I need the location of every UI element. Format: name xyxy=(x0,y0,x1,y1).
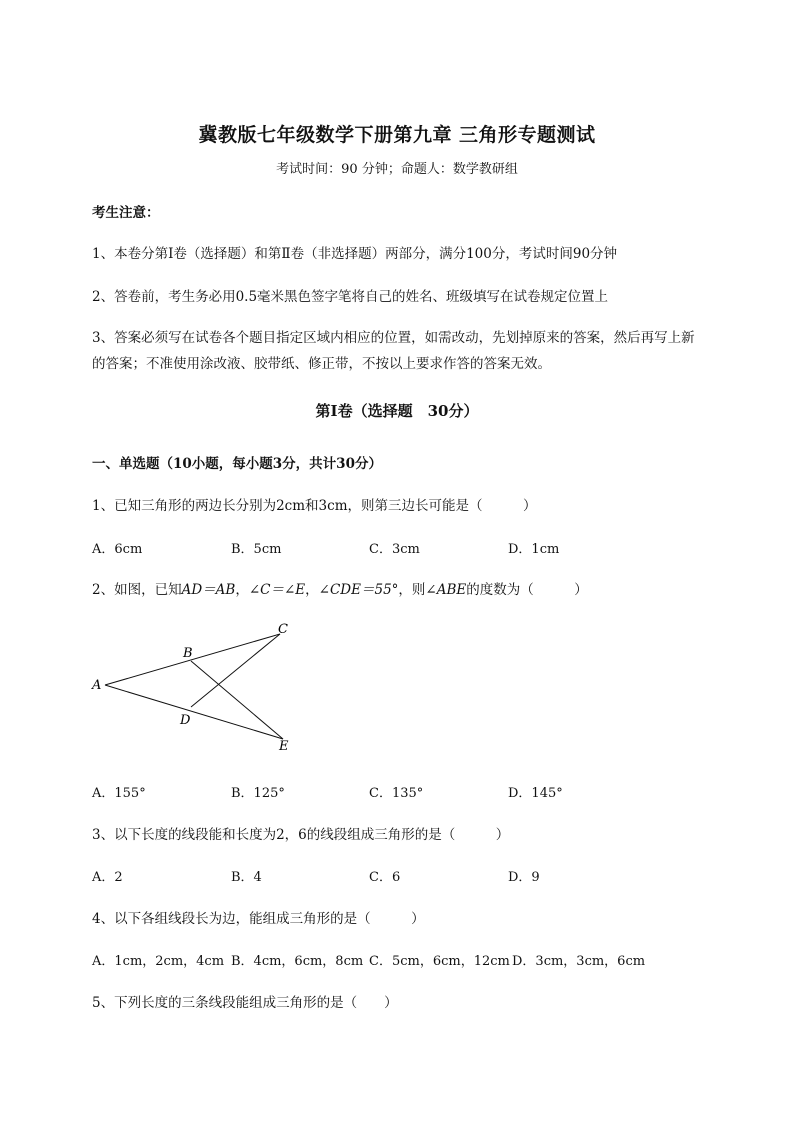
question-2-option-a: A．155° xyxy=(92,786,146,801)
point-label-a: A xyxy=(92,678,102,693)
question-3-option-d: D．9 xyxy=(508,870,540,885)
question-4-option-d: D．3cm，3cm，6cm xyxy=(512,954,646,969)
question-1-option-c: C．3cm xyxy=(369,542,420,557)
question-2-stem xyxy=(92,578,588,598)
point-label-e: E xyxy=(279,739,289,754)
question-3-option-b: B．4 xyxy=(231,870,262,885)
question-2-stem-prefix: 2、如图，已知 xyxy=(92,582,182,598)
question-2-stem-suffix: 的度数为（ ） xyxy=(466,582,588,598)
notice-item-1: 1、本卷分第Ⅰ卷（选择题）和第Ⅱ卷（非选择题）两部分，满分100分，考试时间90分钟 xyxy=(92,246,618,262)
question-4-option-c: C．5cm，6cm，12cm xyxy=(369,954,510,969)
question-2-sep-2: ， xyxy=(305,582,319,598)
point-label-c: C xyxy=(278,622,288,637)
segment-be xyxy=(191,661,283,739)
notice-item-2: 2、答卷前，考生务必用0.5毫米黑色签字笔将自己的姓名、班级填写在试卷规定位置上 xyxy=(92,289,609,305)
question-2-stem-mid: ，则 xyxy=(398,582,426,598)
point-label-d: D xyxy=(180,713,191,728)
question-2-math-angle-abe: ∠ABE xyxy=(425,582,467,598)
question-1-option-d: D．1cm xyxy=(508,542,560,557)
question-4-option-b: B．4cm，6cm，8cm xyxy=(231,954,364,969)
point-label-b: B xyxy=(183,646,193,661)
segment-ae xyxy=(105,685,283,739)
section-title: 第Ⅰ卷（选择题 30分） xyxy=(315,402,479,420)
question-3-option-c: C．6 xyxy=(369,870,401,885)
question-3-stem: 3、以下长度的线段能和长度为2，6的线段组成三角形的是（ ） xyxy=(92,827,510,843)
question-2-math-angles-ce: ∠C＝∠E xyxy=(248,582,306,598)
part-title: 一、单选题（10小题，每小题3分，共计30分） xyxy=(92,456,382,472)
question-2-option-d: D．145° xyxy=(508,786,563,801)
notice-item-3: 3、答案必须写在试卷各个题目指定区域内相应的位置，如需改动，先划掉原来的答案，然后再写上新 xyxy=(92,330,695,346)
question-1-option-b: B．5cm xyxy=(231,542,282,557)
question-1-option-a: A．6cm xyxy=(92,542,143,557)
question-2-sep-1: ， xyxy=(235,582,249,598)
question-5-stem: 5、下列长度的三条线段能组成三角形的是（ ） xyxy=(92,995,398,1011)
question-1-stem: 1、已知三角形的两边长分别为2cm和3cm，则第三边长可能是（ ） xyxy=(92,498,537,514)
question-2-math-angle-cde: ∠CDE＝55° xyxy=(318,582,399,598)
question-4-stem: 4、以下各组线段长为边，能组成三角形的是（ ） xyxy=(92,911,425,927)
document-title: 冀教版七年级数学下册第九章 三角形专题测试 xyxy=(198,124,596,146)
notice-heading: 考生注意： xyxy=(92,205,160,221)
notice-item-3-cont: 的答案；不准使用涂改液、胶带纸、修正带，不按以上要求作答的答案无效。 xyxy=(92,356,551,372)
document-subtitle: 考试时间：90 分钟；命题人：数学教研组 xyxy=(276,162,518,177)
question-4-option-a: A．1cm，2cm，4cm xyxy=(92,954,225,969)
question-2-option-b: B．125° xyxy=(231,786,285,801)
question-2-math-ad-ab: AD＝AB xyxy=(181,582,236,598)
question-2-figure xyxy=(88,615,303,755)
question-2-option-c: C．135° xyxy=(369,786,424,801)
question-3-option-a: A．2 xyxy=(92,870,123,885)
segment-cd xyxy=(191,634,280,707)
